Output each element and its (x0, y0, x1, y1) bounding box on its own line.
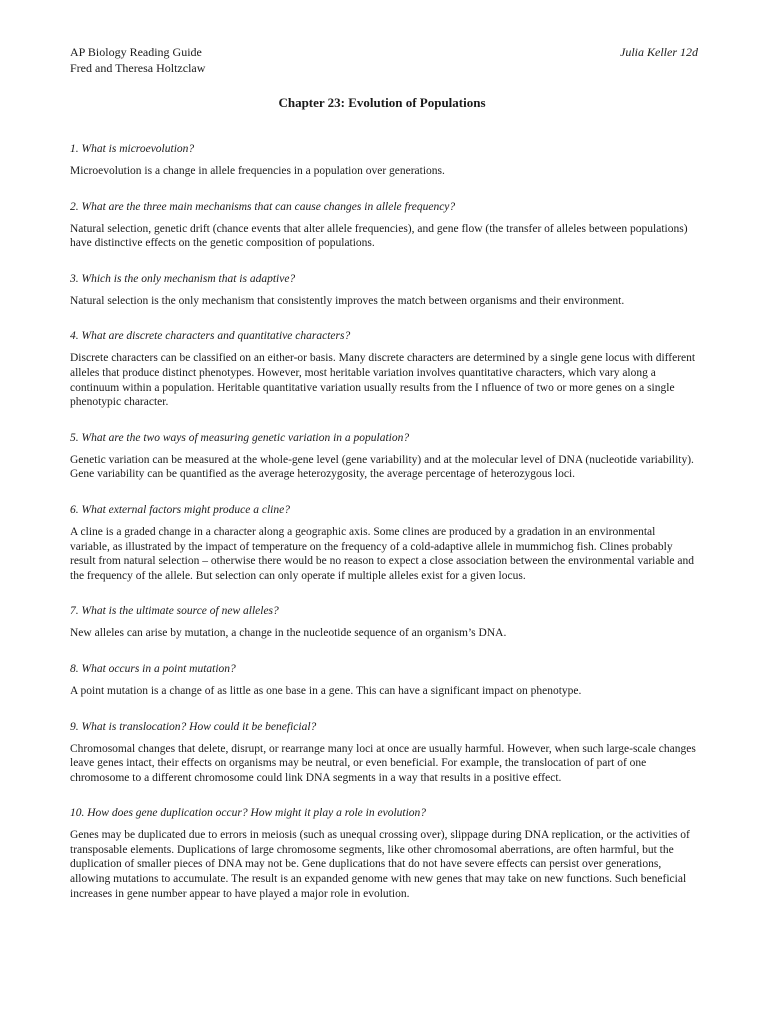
answer-text: Microevolution is a change in allele frequencies in a population over generations. (70, 165, 445, 177)
answer-text: A point mutation is a change of as little as one base in a gene. This can have a significant impact on phenotype. (70, 684, 582, 697)
qa-item (70, 272, 698, 309)
qa-item (70, 604, 698, 641)
question-text: 5. What are the two ways of measuring genetic variation in a population? (70, 431, 410, 444)
answer-text: Discrete characters can be classified on an either-or basis. Many discrete characters are determined by a single gene locus with different alleles that produce distinct phenotypes. However, most heritable variation involves quantitative characters, which vary along a continuum within a population. Heritable quantitative variation usually results from the I nfluence of two or more genes on a single phenotypic character. (70, 352, 696, 409)
question-text: 3. Which is the only mechanism that is adaptive? (70, 272, 296, 285)
qa-item (70, 329, 698, 409)
student-name: Julia Keller 12d (620, 45, 698, 59)
answer-text: Natural selection is the only mechanism that consistently improves the match between organisms and their environment. (70, 294, 625, 307)
qa-item (70, 200, 698, 251)
question-text: 1. What is microevolution? (70, 143, 195, 155)
qa-item (70, 142, 698, 179)
document-page (70, 44, 698, 922)
question-text: 6. What external factors might produce a cline? (70, 503, 290, 516)
qa-item (70, 431, 698, 482)
course-title: AP Biology Reading Guide (70, 45, 202, 59)
question-text: 4. What are discrete characters and quantitative characters? (70, 330, 351, 343)
answer-text: A cline is a graded change in a character along a geographic axis. Some clines are produced by a gradation in an environmental variable, as illustrated by the impact of temperature on the frequency of a cold-adaptive allele in mummichog fish. Clines probably result from natural selection – otherwise there would be no reason to expect a close association between the environmental variable and the frequency of the allele. But selection can only operate if multiple alleles exist for a given locus. (70, 525, 694, 582)
page-header (70, 44, 698, 76)
question-list (70, 142, 698, 901)
answer-text: Genetic variation can be measured at the whole-gene level (gene variability) and at the molecular level of DNA (nucleotide variability). Gene variability can be quantified as the average heterozygosity, the average percentage of heterozygous loci. (70, 453, 694, 481)
answer-text: Chromosomal changes that delete, disrupt, or rearrange many loci at once are usually harmful. However, when such large-scale changes leave genes intact, their effects on organisms may be neutral, or even beneficial. For example, the translocation of part of one chromosome to a different chromosome could link DNA segments in a way that results in a positive effect. (70, 742, 696, 784)
answer-text: Natural selection, genetic drift (chance events that alter allele frequencies), and gene flow (the transfer of alleles between populations) have distinctive effects on the genetic composition of populations. (70, 222, 688, 250)
question-text: 7. What is the ultimate source of new alleles? (70, 605, 279, 618)
question-text: 8. What occurs in a point mutation? (70, 662, 236, 675)
chapter-title: Chapter 23: Evolution of Populations (278, 95, 486, 110)
qa-item (70, 806, 698, 901)
answer-text: New alleles can arise by mutation, a change in the nucleotide sequence of an organism’s DNA. (70, 627, 507, 640)
question-text: 9. What is translocation? How could it be beneficial? (70, 720, 317, 733)
qa-item (70, 720, 698, 786)
qa-item (70, 503, 698, 583)
question-text: 2. What are the three main mechanisms that can cause changes in allele frequency? (70, 200, 456, 213)
qa-item (70, 662, 698, 699)
authors-line: Fred and Theresa Holtzclaw (70, 61, 206, 75)
question-text: 10. How does gene duplication occur? How might it play a role in evolution? (70, 807, 427, 820)
answer-text: Genes may be duplicated due to errors in meiosis (such as unequal crossing over), slippage during DNA replication, or the activities of transposable elements. Duplications of large chromosome segments, like other chromosomal aberrations, are often harmful, but the duplication of smaller pieces of DNA may not be. Gene duplications that do not have severe effects can persist over generations, allowing mutations to accumulate. The result is an expanded genome with new genes that may take on new functions. Such beneficial increases in gene number appear to have played a major role in evolution. (70, 829, 690, 900)
